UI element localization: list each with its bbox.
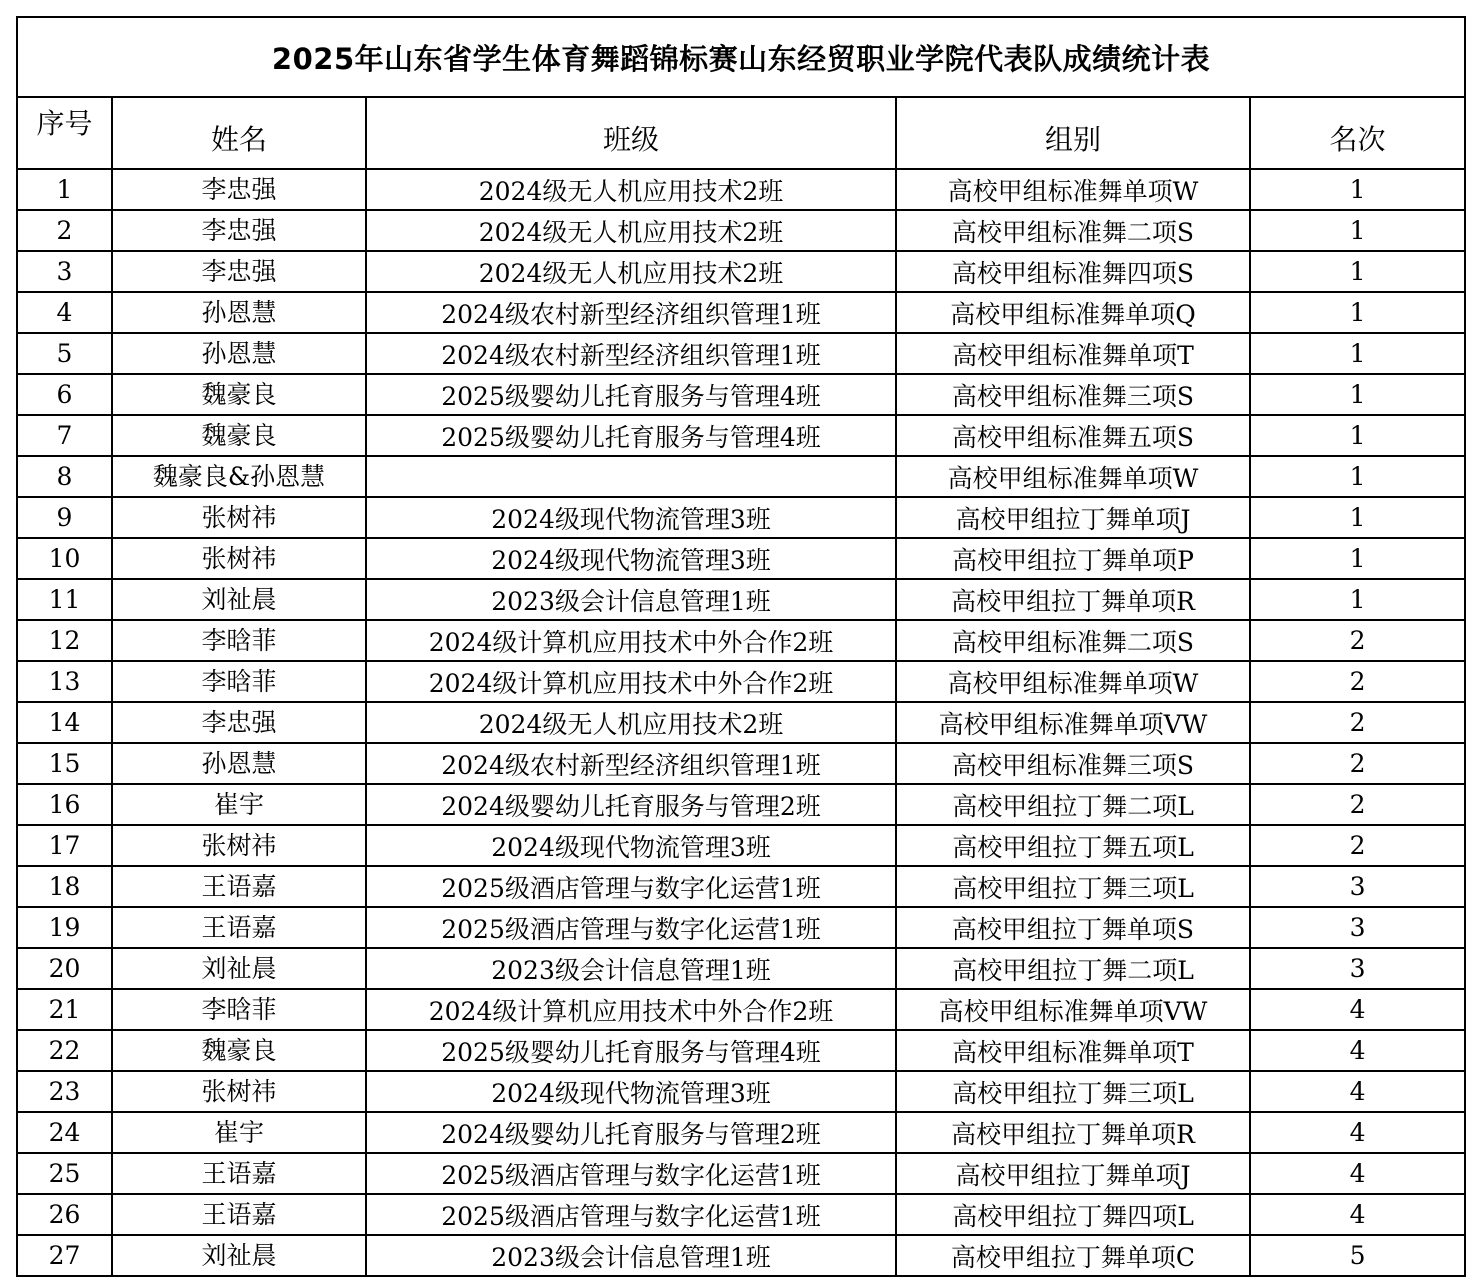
row-index-cell: 20 [17, 948, 112, 989]
row-name-cell: 王语嘉 [112, 907, 366, 948]
row-index-cell: 13 [17, 661, 112, 702]
row-group-cell: 高校甲组标准舞二项S [896, 620, 1250, 661]
row-name-cell: 魏豪良&孙恩慧 [112, 456, 366, 497]
row-group-cell: 高校甲组拉丁舞二项L [896, 948, 1250, 989]
row-rank-cell: 2 [1250, 702, 1465, 743]
header-index: 序号 [17, 97, 112, 169]
row-name-cell: 李忠强 [112, 251, 366, 292]
row-rank-cell: 1 [1250, 251, 1465, 292]
table-row [17, 784, 1465, 825]
row-group-cell: 高校甲组标准舞单项T [896, 333, 1250, 374]
row-rank-cell: 1 [1250, 456, 1465, 497]
row-group-cell: 高校甲组标准舞单项W [896, 661, 1250, 702]
row-rank-cell: 5 [1250, 1235, 1465, 1276]
table-row [17, 251, 1465, 292]
row-group-cell: 高校甲组拉丁舞单项J [896, 497, 1250, 538]
row-rank-cell: 1 [1250, 497, 1465, 538]
row-index-cell: 19 [17, 907, 112, 948]
row-class-cell: 2023级会计信息管理1班 [366, 579, 896, 620]
table-row [17, 497, 1465, 538]
row-group-cell: 高校甲组标准舞单项VW [896, 702, 1250, 743]
row-rank-cell: 1 [1250, 292, 1465, 333]
row-class-cell: 2024级计算机应用技术中外合作2班 [366, 620, 896, 661]
row-index-cell: 17 [17, 825, 112, 866]
row-rank-cell: 1 [1250, 210, 1465, 251]
row-class-cell: 2024级婴幼儿托育服务与管理2班 [366, 1112, 896, 1153]
table-row [17, 702, 1465, 743]
row-group-cell: 高校甲组标准舞四项S [896, 251, 1250, 292]
row-class-cell: 2024级现代物流管理3班 [366, 825, 896, 866]
row-index-cell: 7 [17, 415, 112, 456]
row-index-cell: 11 [17, 579, 112, 620]
row-index-cell: 5 [17, 333, 112, 374]
row-group-cell: 高校甲组标准舞单项VW [896, 989, 1250, 1030]
table-row [17, 1235, 1465, 1276]
table-row [17, 989, 1465, 1030]
row-group-cell: 高校甲组拉丁舞五项L [896, 825, 1250, 866]
table-row [17, 1071, 1465, 1112]
row-name-cell: 张树祎 [112, 497, 366, 538]
row-name-cell: 孙恩慧 [112, 292, 366, 333]
row-rank-cell: 1 [1250, 169, 1465, 210]
row-class-cell: 2025级酒店管理与数字化运营1班 [366, 1153, 896, 1194]
table-row [17, 1194, 1465, 1235]
row-group-cell: 高校甲组拉丁舞单项J [896, 1153, 1250, 1194]
row-class-cell: 2025级酒店管理与数字化运营1班 [366, 866, 896, 907]
row-group-cell: 高校甲组标准舞二项S [896, 210, 1250, 251]
header-class: 班级 [366, 97, 896, 169]
row-name-cell: 刘祉晨 [112, 948, 366, 989]
table-row [17, 1112, 1465, 1153]
row-rank-cell: 2 [1250, 784, 1465, 825]
row-name-cell: 张树祎 [112, 538, 366, 579]
row-group-cell: 高校甲组拉丁舞单项S [896, 907, 1250, 948]
row-name-cell: 孙恩慧 [112, 333, 366, 374]
row-index-cell: 18 [17, 866, 112, 907]
row-rank-cell: 4 [1250, 1112, 1465, 1153]
row-index-cell: 9 [17, 497, 112, 538]
row-class-cell: 2024级现代物流管理3班 [366, 538, 896, 579]
row-rank-cell: 1 [1250, 579, 1465, 620]
row-name-cell: 李晗菲 [112, 661, 366, 702]
row-name-cell: 王语嘉 [112, 866, 366, 907]
row-class-cell: 2024级计算机应用技术中外合作2班 [366, 989, 896, 1030]
row-rank-cell: 2 [1250, 620, 1465, 661]
table-row [17, 415, 1465, 456]
row-class-cell: 2025级婴幼儿托育服务与管理4班 [366, 374, 896, 415]
row-class-cell [366, 456, 896, 497]
row-rank-cell: 1 [1250, 333, 1465, 374]
row-rank-cell: 4 [1250, 1071, 1465, 1112]
row-name-cell: 李晗菲 [112, 620, 366, 661]
row-index-cell: 3 [17, 251, 112, 292]
row-class-cell: 2024级无人机应用技术2班 [366, 251, 896, 292]
table-row [17, 292, 1465, 333]
row-rank-cell: 2 [1250, 743, 1465, 784]
row-rank-cell: 4 [1250, 1030, 1465, 1071]
row-name-cell: 孙恩慧 [112, 743, 366, 784]
row-class-cell: 2024级现代物流管理3班 [366, 1071, 896, 1112]
table-row [17, 374, 1465, 415]
row-name-cell: 王语嘉 [112, 1194, 366, 1235]
row-rank-cell: 4 [1250, 1194, 1465, 1235]
header-row [17, 97, 1465, 169]
row-rank-cell: 2 [1250, 661, 1465, 702]
results-table [16, 16, 1466, 1277]
row-class-cell: 2024级无人机应用技术2班 [366, 169, 896, 210]
row-class-cell: 2025级酒店管理与数字化运营1班 [366, 907, 896, 948]
row-index-cell: 4 [17, 292, 112, 333]
row-index-cell: 10 [17, 538, 112, 579]
row-name-cell: 魏豪良 [112, 1030, 366, 1071]
table-row [17, 825, 1465, 866]
row-class-cell: 2024级农村新型经济组织管理1班 [366, 333, 896, 374]
table-row [17, 456, 1465, 497]
row-index-cell: 26 [17, 1194, 112, 1235]
row-class-cell: 2024级无人机应用技术2班 [366, 210, 896, 251]
row-group-cell: 高校甲组标准舞单项Q [896, 292, 1250, 333]
row-name-cell: 魏豪良 [112, 415, 366, 456]
row-group-cell: 高校甲组拉丁舞四项L [896, 1194, 1250, 1235]
row-name-cell: 崔宇 [112, 1112, 366, 1153]
row-class-cell: 2023级会计信息管理1班 [366, 1235, 896, 1276]
row-class-cell: 2024级计算机应用技术中外合作2班 [366, 661, 896, 702]
table-row [17, 1030, 1465, 1071]
row-class-cell: 2024级农村新型经济组织管理1班 [366, 292, 896, 333]
table-row [17, 1153, 1465, 1194]
row-index-cell: 15 [17, 743, 112, 784]
row-group-cell: 高校甲组拉丁舞单项C [896, 1235, 1250, 1276]
table-row [17, 579, 1465, 620]
row-index-cell: 21 [17, 989, 112, 1030]
row-index-cell: 6 [17, 374, 112, 415]
header-name: 姓名 [112, 97, 366, 169]
row-name-cell: 李忠强 [112, 210, 366, 251]
row-index-cell: 23 [17, 1071, 112, 1112]
row-index-cell: 8 [17, 456, 112, 497]
table-row [17, 866, 1465, 907]
row-index-cell: 24 [17, 1112, 112, 1153]
row-name-cell: 刘祉晨 [112, 579, 366, 620]
row-group-cell: 高校甲组标准舞单项W [896, 456, 1250, 497]
table-row [17, 210, 1465, 251]
row-group-cell: 高校甲组标准舞单项T [896, 1030, 1250, 1071]
table-row [17, 661, 1465, 702]
row-class-cell: 2024级婴幼儿托育服务与管理2班 [366, 784, 896, 825]
row-rank-cell: 1 [1250, 538, 1465, 579]
table-title: 2025年山东省学生体育舞蹈锦标赛山东经贸职业学院代表队成绩统计表 [17, 17, 1465, 97]
row-name-cell: 崔宇 [112, 784, 366, 825]
row-group-cell: 高校甲组拉丁舞单项R [896, 579, 1250, 620]
table-row [17, 333, 1465, 374]
row-rank-cell: 1 [1250, 415, 1465, 456]
row-rank-cell: 2 [1250, 825, 1465, 866]
row-group-cell: 高校甲组拉丁舞单项R [896, 1112, 1250, 1153]
row-rank-cell: 1 [1250, 374, 1465, 415]
row-name-cell: 李晗菲 [112, 989, 366, 1030]
row-group-cell: 高校甲组拉丁舞二项L [896, 784, 1250, 825]
row-index-cell: 25 [17, 1153, 112, 1194]
row-index-cell: 12 [17, 620, 112, 661]
row-index-cell: 16 [17, 784, 112, 825]
row-group-cell: 高校甲组拉丁舞三项L [896, 1071, 1250, 1112]
table-row [17, 907, 1465, 948]
table-row [17, 948, 1465, 989]
row-rank-cell: 4 [1250, 1153, 1465, 1194]
row-rank-cell: 3 [1250, 907, 1465, 948]
row-name-cell: 张树祎 [112, 825, 366, 866]
row-group-cell: 高校甲组拉丁舞三项L [896, 866, 1250, 907]
row-rank-cell: 3 [1250, 866, 1465, 907]
row-name-cell: 魏豪良 [112, 374, 366, 415]
row-class-cell: 2025级婴幼儿托育服务与管理4班 [366, 415, 896, 456]
row-class-cell: 2024级无人机应用技术2班 [366, 702, 896, 743]
row-group-cell: 高校甲组标准舞三项S [896, 374, 1250, 415]
table-row [17, 620, 1465, 661]
row-class-cell: 2025级酒店管理与数字化运营1班 [366, 1194, 896, 1235]
row-name-cell: 李忠强 [112, 169, 366, 210]
row-rank-cell: 4 [1250, 989, 1465, 1030]
table-row [17, 538, 1465, 579]
table-body [17, 169, 1465, 1276]
row-name-cell: 张树祎 [112, 1071, 366, 1112]
row-index-cell: 1 [17, 169, 112, 210]
row-group-cell: 高校甲组标准舞三项S [896, 743, 1250, 784]
row-index-cell: 14 [17, 702, 112, 743]
row-group-cell: 高校甲组标准舞单项W [896, 169, 1250, 210]
row-index-cell: 22 [17, 1030, 112, 1071]
table-row [17, 743, 1465, 784]
row-class-cell: 2025级婴幼儿托育服务与管理4班 [366, 1030, 896, 1071]
row-group-cell: 高校甲组标准舞五项S [896, 415, 1250, 456]
row-index-cell: 27 [17, 1235, 112, 1276]
header-rank: 名次 [1250, 97, 1465, 169]
row-name-cell: 刘祉晨 [112, 1235, 366, 1276]
row-name-cell: 王语嘉 [112, 1153, 366, 1194]
row-name-cell: 李忠强 [112, 702, 366, 743]
row-class-cell: 2024级现代物流管理3班 [366, 497, 896, 538]
row-group-cell: 高校甲组拉丁舞单项P [896, 538, 1250, 579]
row-rank-cell: 3 [1250, 948, 1465, 989]
table-row [17, 169, 1465, 210]
row-index-cell: 2 [17, 210, 112, 251]
row-class-cell: 2023级会计信息管理1班 [366, 948, 896, 989]
header-group: 组别 [896, 97, 1250, 169]
row-class-cell: 2024级农村新型经济组织管理1班 [366, 743, 896, 784]
